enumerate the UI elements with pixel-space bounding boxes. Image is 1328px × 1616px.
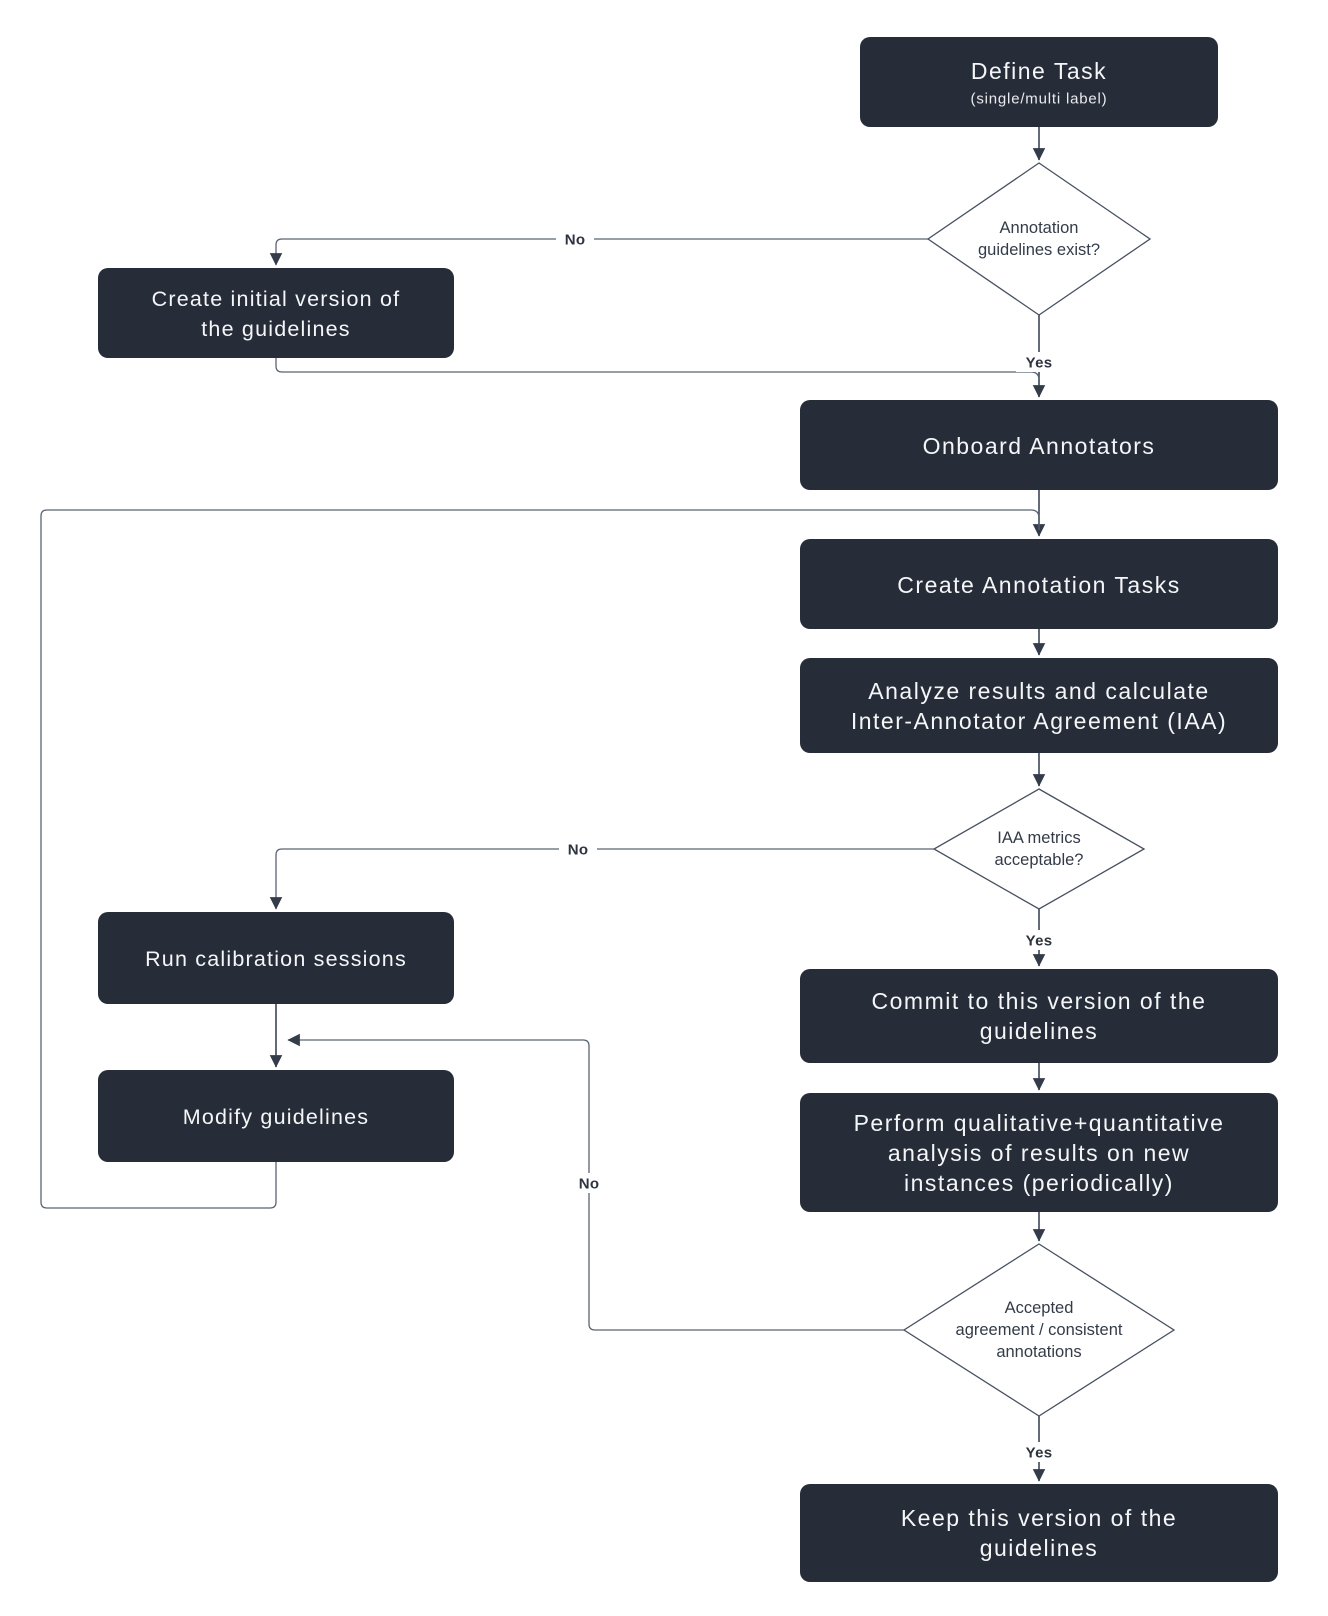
node-create-tasks-label: Create Annotation Tasks — [897, 572, 1181, 598]
decision-accepted-agreement-label-2: agreement / consistent — [955, 1321, 1123, 1339]
edge-label-no-guidelines — [556, 229, 594, 249]
node-create-initial-label-1: Create initial version of — [151, 287, 401, 311]
node-commit-guidelines — [800, 969, 1278, 1063]
decision-accepted-agreement-label-3: annotations — [996, 1343, 1082, 1361]
edge-label-yes-agreement — [1016, 1442, 1062, 1462]
decision-guidelines-exist — [928, 163, 1150, 315]
edge-label-no-agreement — [570, 1173, 608, 1193]
edge-label-yes-iaa — [1016, 930, 1062, 950]
node-run-calibration-sessions — [98, 912, 454, 1004]
node-keep-guidelines — [800, 1484, 1278, 1582]
node-create-initial-label-2: the guidelines — [201, 317, 351, 341]
decision-guidelines-exist-label-1: Annotation — [999, 219, 1079, 237]
node-keep-box — [800, 1484, 1278, 1582]
node-perform-label-2: analysis of results on new — [887, 1140, 1191, 1166]
node-keep-label-1: Keep this version of the — [900, 1505, 1178, 1531]
decision-accepted-agreement — [904, 1244, 1174, 1416]
decision-iaa-acceptable — [934, 789, 1144, 909]
edge-label-yes-iaa-text: Yes — [1025, 932, 1053, 950]
node-create-initial-box — [98, 268, 454, 358]
edge-label-yes-guidelines — [1016, 352, 1062, 372]
node-onboard-annotators — [800, 400, 1278, 490]
decision-iaa-acceptable-label-1: IAA metrics — [997, 829, 1081, 847]
node-commit-label-2: guidelines — [979, 1018, 1099, 1044]
node-analyze-results — [800, 658, 1278, 753]
edge-no-to-create-initial — [276, 239, 928, 265]
node-perform-analysis — [800, 1093, 1278, 1212]
edge-label-yes-agreement-text: Yes — [1025, 1444, 1053, 1462]
node-keep-label-2: guidelines — [979, 1535, 1099, 1561]
node-analyze-box — [800, 658, 1278, 753]
node-analyze-label-2: Inter-Annotator Agreement (IAA) — [850, 708, 1228, 734]
node-define-task-subtitle: (single/multi label) — [970, 90, 1108, 108]
node-run-calibration-label: Run calibration sessions — [145, 947, 407, 971]
decision-guidelines-exist-label-2: guidelines exist? — [978, 241, 1100, 259]
edge-label-no-agreement-text: No — [578, 1175, 600, 1193]
node-define-task-title: Define Task — [970, 58, 1108, 84]
node-modify-label: Modify guidelines — [182, 1105, 370, 1129]
node-perform-label-1: Perform qualitative+quantitative — [853, 1110, 1225, 1136]
edge-create-initial-merge — [276, 358, 1039, 380]
node-create-initial-guidelines — [98, 268, 454, 358]
edge-label-no-iaa — [559, 839, 597, 859]
node-define-task — [860, 37, 1218, 127]
decision-accepted-agreement-label-1: Accepted — [1004, 1299, 1074, 1317]
edge-label-no-guidelines-text: No — [564, 231, 586, 249]
decision-guidelines-exist-shape — [928, 163, 1150, 315]
edge-no-to-run-calibration — [276, 849, 934, 909]
node-commit-label-1: Commit to this version of the — [871, 988, 1207, 1014]
decision-iaa-acceptable-shape — [934, 789, 1144, 909]
node-perform-label-3: instances (periodically) — [904, 1170, 1174, 1196]
node-analyze-label-1: Analyze results and calculate — [868, 678, 1210, 704]
decision-iaa-acceptable-label-2: acceptable? — [994, 851, 1084, 869]
node-modify-guidelines — [98, 1070, 454, 1162]
node-commit-box — [800, 969, 1278, 1063]
node-create-annotation-tasks — [800, 539, 1278, 629]
edge-label-no-iaa-text: No — [567, 841, 589, 859]
node-onboard-label: Onboard Annotators — [922, 433, 1156, 459]
edge-label-yes-guidelines-text: Yes — [1025, 354, 1053, 372]
